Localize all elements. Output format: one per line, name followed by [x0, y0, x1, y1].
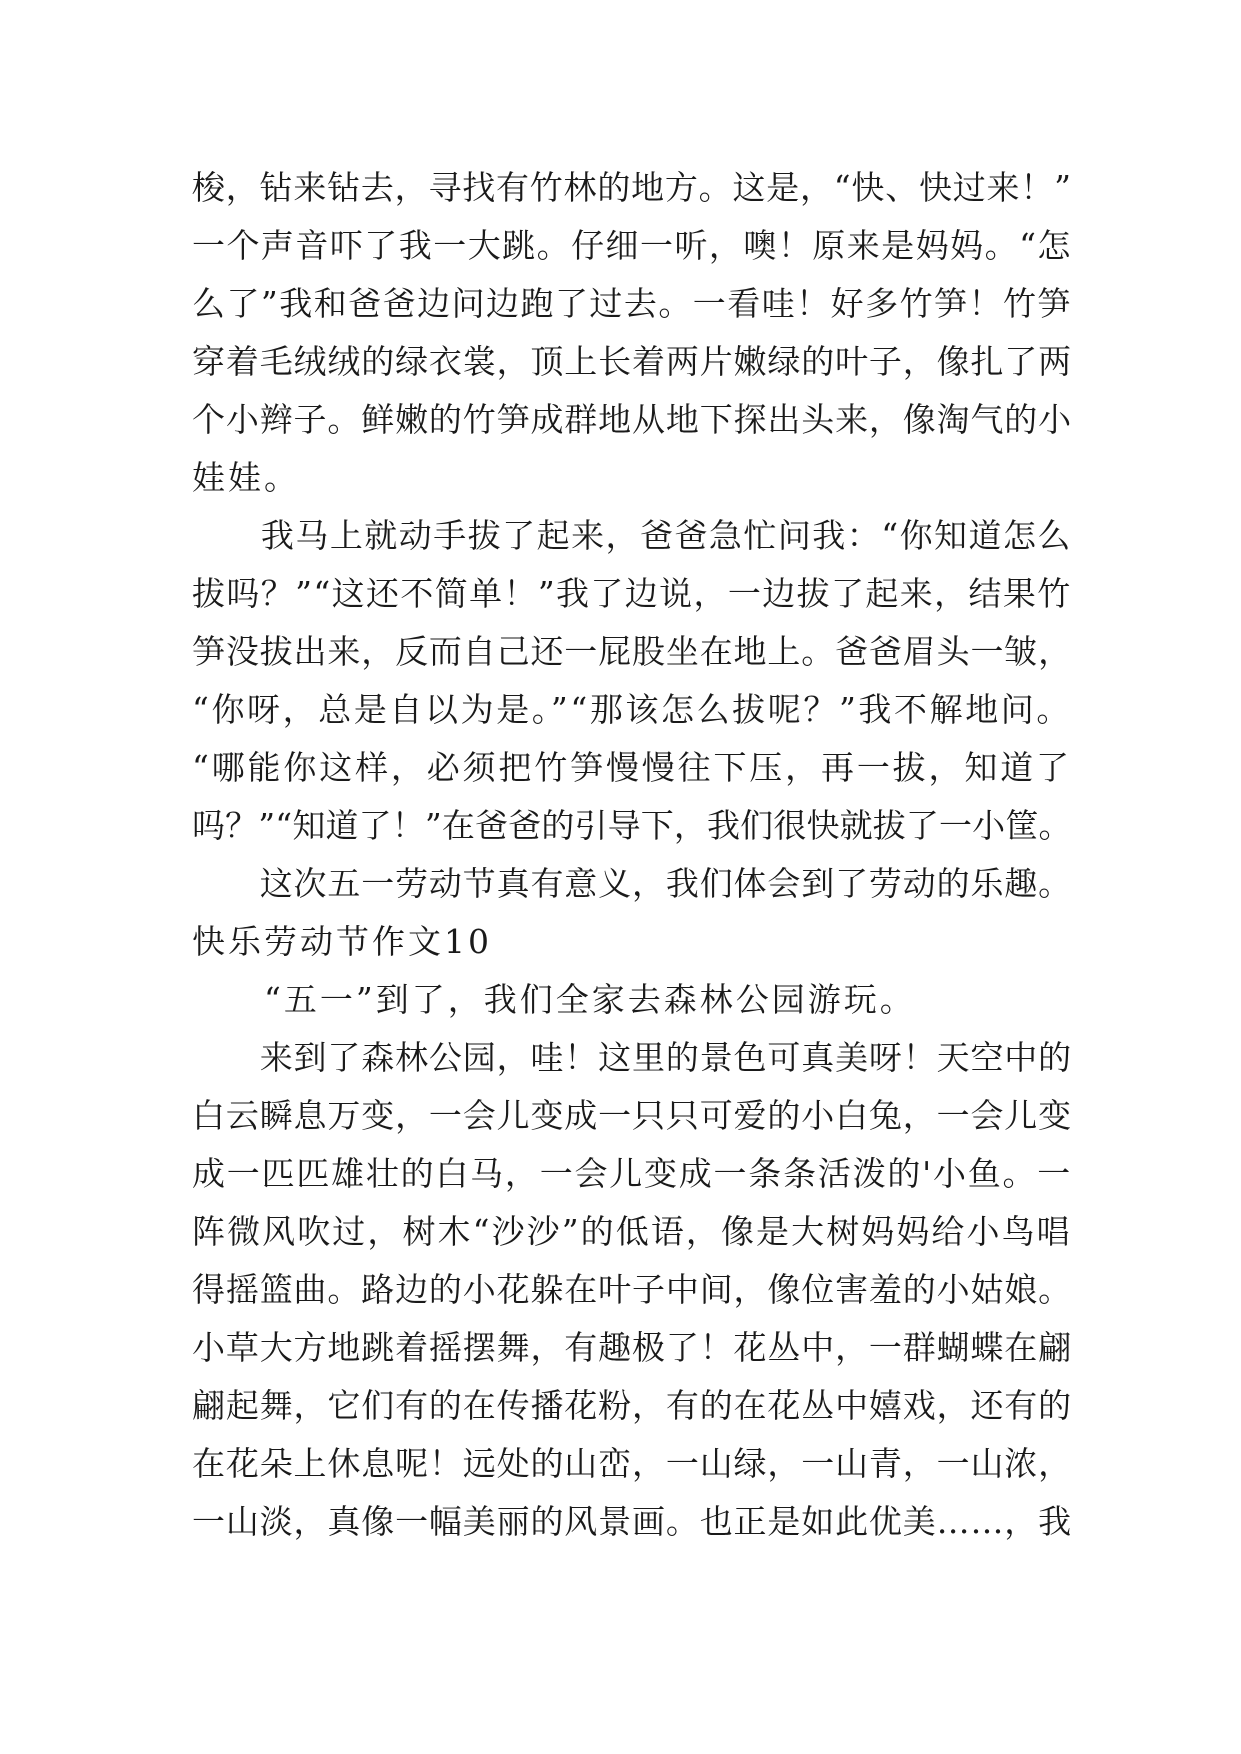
text-line: 吗？”“知道了！”在爸爸的引导下，我们很快就拔了一小筐。: [192, 806, 1072, 845]
text-line: “你呀，总是自以为是。”“那该怎么拔呢？”我不解地问。: [192, 690, 1072, 729]
text-line: 来到了森林公园，哇！这里的景色可真美呀！天空中的: [192, 1038, 1072, 1077]
text-line: 笋没拔出来，反而自己还一屁股坐在地上。爸爸眉头一皱，: [192, 632, 1072, 671]
text-line: “哪能你这样，必须把竹笋慢慢往下压，再一拔，知道了: [192, 748, 1072, 787]
text-line: 一个声音吓了我一大跳。仔细一听，噢！原来是妈妈。“怎: [192, 226, 1072, 265]
text-line: 穿着毛绒绒的绿衣裳，顶上长着两片嫩绿的叶子，像扎了两: [192, 342, 1072, 381]
text-line: 翩起舞，它们有的在传播花粉，有的在花丛中嬉戏，还有的: [192, 1386, 1072, 1425]
text-line: 小草大方地跳着摇摆舞，有趣极了！花丛中，一群蝴蝶在翩: [192, 1328, 1072, 1367]
section-heading: 快乐劳动节作文10: [192, 922, 492, 961]
text-line: 么了”我和爸爸边问边跑了过去。一看哇！好多竹笋！竹笋: [192, 284, 1072, 323]
text-line: 得摇篮曲。路边的小花躲在叶子中间，像位害羞的小姑娘。: [192, 1270, 1072, 1309]
text-line: 白云瞬息万变，一会儿变成一只只可爱的小白兔，一会儿变: [192, 1096, 1072, 1135]
text-line: 梭，钻来钻去，寻找有竹林的地方。这是，“快、快过来！”: [192, 168, 1072, 207]
text-line: 这次五一劳动节真有意义，我们体会到了劳动的乐趣。: [192, 864, 1072, 903]
text-line: “五一”到了，我们全家去森林公园游玩。: [192, 980, 916, 1019]
text-line: 个小辫子。鲜嫩的竹笋成群地从地下探出头来，像淘气的小: [192, 400, 1072, 439]
text-line: 一山淡，真像一幅美丽的风景画。也正是如此优美……，我: [192, 1502, 1072, 1541]
text-line: 阵微风吹过，树木“沙沙”的低语，像是大树妈妈给小鸟唱: [192, 1212, 1072, 1251]
text-line: 我马上就动手拔了起来，爸爸急忙问我：“你知道怎么: [192, 516, 1072, 555]
text-line: 娃娃。: [192, 458, 300, 497]
text-line: 成一匹匹雄壮的白马，一会儿变成一条条活泼的'小鱼。一: [192, 1154, 1073, 1193]
text-line: 拔吗？”“这还不简单！”我了边说，一边拔了起来，结果竹: [192, 574, 1072, 613]
text-line: 在花朵上休息呢！远处的山峦，一山绿，一山青，一山浓，: [192, 1444, 1072, 1483]
